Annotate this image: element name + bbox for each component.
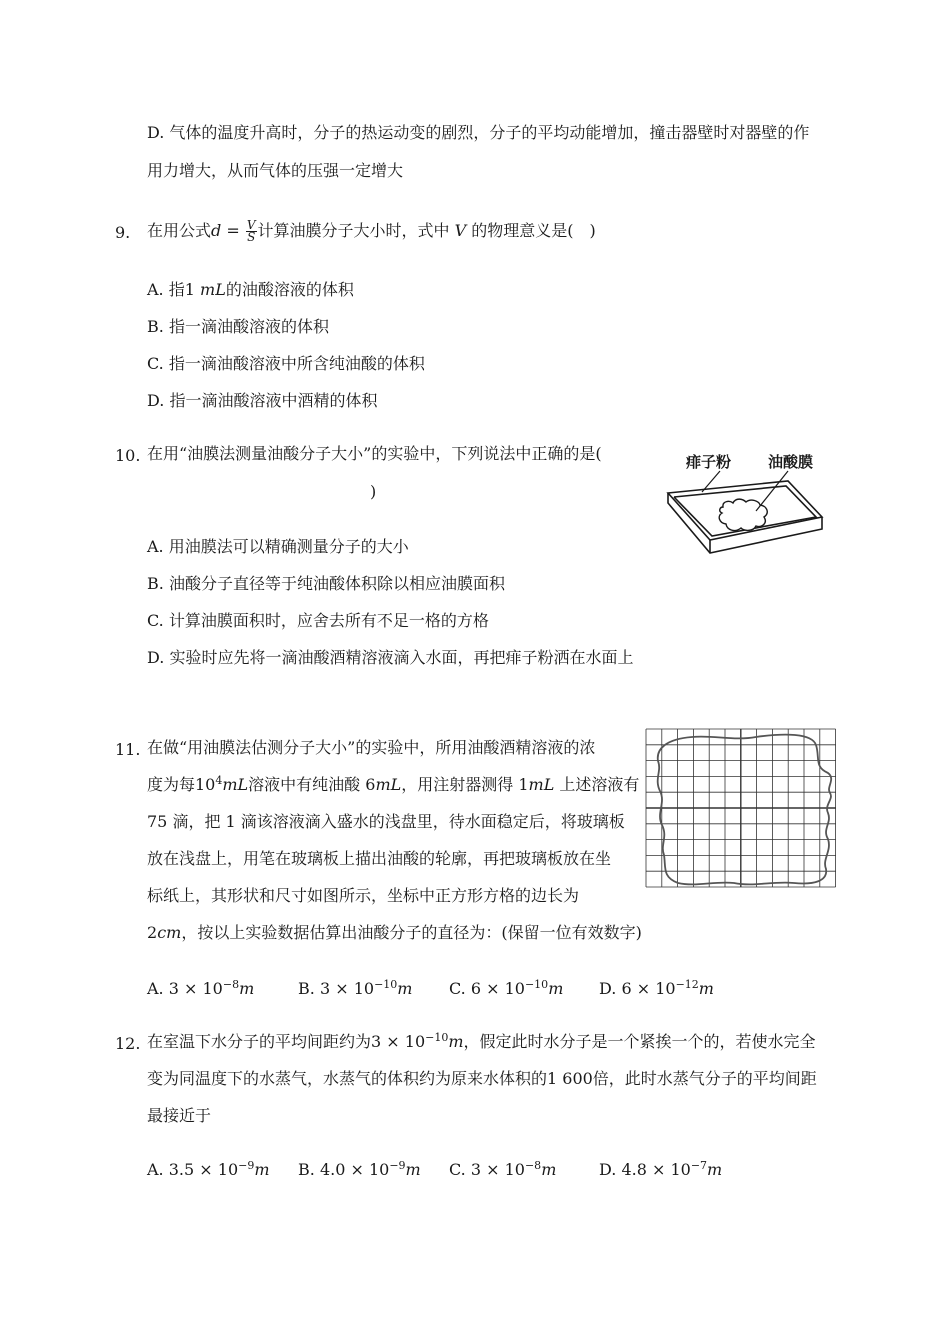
q9-var-v: V [454, 221, 467, 240]
q9-formula-d: d [211, 221, 222, 240]
figure-label-powder: 痱子粉 [686, 453, 732, 471]
q11-line2 [147, 774, 639, 796]
q12-line1-post: ，假定此时水分子是一个紧挨一个的，若使水完全 [463, 1032, 816, 1051]
q8-option-d-line1: D. 气体的温度升高时，分子的热运动变的剧烈，分子的平均动能增加，撞击器壁时对器壁的作 [147, 123, 810, 142]
q10-option-d-label: D. [147, 648, 170, 667]
film-pointer-line [756, 471, 788, 511]
q12-line1 [147, 1031, 816, 1053]
q9-fraction-denominator: S [247, 230, 256, 244]
q9-option-b-label: B. [147, 317, 169, 336]
q10-option-a-label: A. [147, 537, 169, 556]
q9-stem-pre: 在用公式 [147, 221, 212, 240]
q12-option-c-exp: −8 [524, 1159, 542, 1172]
q12-option-b-exp: −9 [389, 1159, 406, 1172]
q12-option-c-label: C. [449, 1160, 471, 1179]
q9-option-c [147, 353, 425, 375]
q12-option-d-exp: −7 [690, 1159, 708, 1172]
q11-line6-pre: 2 [147, 923, 158, 942]
q9-option-b [147, 316, 329, 338]
q9-option-a-unit: mL [200, 280, 226, 299]
q10-option-a [147, 536, 409, 558]
q9-option-a-post: 的油酸溶液的体积 [225, 280, 354, 299]
q12-option-a-coef: 3.5 × 10 [168, 1160, 239, 1179]
q9-option-a-label: A. [147, 280, 169, 299]
q12-number: 12. [115, 1034, 141, 1053]
q9-fraction-numerator: V [246, 218, 256, 232]
q11-option-a-label: A. [147, 979, 169, 998]
q9-stem-post: 的物理意义是( ) [471, 221, 596, 240]
q12-option-b-unit: m [405, 1160, 421, 1179]
q11-line6-post: ，按以上实验数据估算出油酸分子的直径为：(保留一位有效数字) [181, 923, 642, 942]
q12-line1-pre: 在室温下水分子的平均间距约为3 × 10 [147, 1032, 426, 1051]
q11-option-b-coef: 3 × 10 [319, 979, 375, 998]
q11-line4: 放在浅盘上，用笔在玻璃板上描出油酸的轮廓，再把玻璃板放在坐 [147, 849, 612, 868]
q9-stem [147, 218, 596, 244]
q11-line2-exp: 4 [215, 774, 223, 787]
q11-line2-unit: mL [222, 775, 249, 794]
q11-option-c-label: C. [449, 979, 471, 998]
q12-option-a-unit: m [254, 1160, 270, 1179]
q10-option-b-label: B. [147, 574, 169, 593]
q10-option-a-text: 用油膜法可以精确测量分子的大小 [168, 537, 409, 556]
q12-option-d [599, 1159, 722, 1181]
q9-formula-eq: = [221, 221, 245, 240]
q12-option-b-coef: 4.0 × 10 [319, 1160, 390, 1179]
q12-option-b-label: B. [298, 1160, 320, 1179]
q11-option-d [599, 978, 714, 1000]
q11-option-a-coef: 3 × 10 [168, 979, 223, 998]
q11-option-c [449, 978, 563, 1000]
q11-option-d-coef: 6 × 10 [621, 979, 676, 998]
q9-option-a-pre: 指1 [168, 280, 201, 299]
q12-option-c [449, 1159, 556, 1181]
q9-number: 9. [115, 223, 131, 242]
oil-film-blob [719, 499, 767, 530]
q9-option-a [147, 279, 354, 301]
q11-option-b [298, 978, 412, 1000]
grid-lines [646, 729, 836, 887]
q9-option-d-text: 指一滴油酸溶液中酒精的体积 [169, 391, 378, 410]
q11-option-b-unit: m [397, 979, 413, 998]
q8-option-d-line2: 用力增大，从而气体的压强一定增大 [147, 161, 404, 180]
q11-line2-pre: 度为每10 [147, 775, 216, 794]
q12-option-d-coef: 4.8 × 10 [621, 1160, 691, 1179]
q11-option-a-unit: m [239, 979, 255, 998]
q12-line1-exp: −10 [425, 1031, 449, 1044]
q10-option-d [147, 647, 633, 669]
q9-formula-fraction [246, 220, 257, 243]
q10-stem-line2: ) [370, 482, 377, 501]
q11-option-d-unit: m [698, 979, 714, 998]
q12-option-a-exp: −9 [238, 1159, 255, 1172]
q11-line1: 在做“用油膜法估测分子大小”的实验中，所用油酸酒精溶液的浓 [147, 738, 596, 757]
q11-line5: 标纸上，其形状和尺寸如图所示，坐标中正方形方格的边长为 [147, 886, 580, 905]
q11-option-c-exp: −10 [524, 978, 549, 991]
q11-line2-post: 上述溶液有 [554, 775, 640, 794]
shallow-tray-figure [660, 445, 830, 565]
q11-line6 [147, 922, 642, 944]
q11-option-d-exp: −12 [675, 978, 699, 991]
q11-option-b-exp: −10 [374, 978, 398, 991]
q11-option-c-unit: m [548, 979, 564, 998]
q12-option-d-unit: m [707, 1160, 723, 1179]
q9-option-c-label: C. [147, 354, 169, 373]
q11-option-d-label: D. [599, 979, 622, 998]
q12-option-a-label: A. [147, 1160, 169, 1179]
q12-option-c-unit: m [541, 1160, 557, 1179]
q11-option-a [147, 978, 254, 1000]
q10-option-c-label: C. [147, 611, 169, 630]
q10-stem-line1: 在用“油膜法测量油酸分子大小”的实验中，下列说法中正确的是( [147, 444, 602, 463]
q11-line2-mid2: ，用注射器测得 1 [401, 775, 529, 794]
q11-line2-unit3: mL [528, 775, 555, 794]
q12-option-a [147, 1159, 270, 1181]
q9-option-d [147, 390, 377, 412]
coordinate-grid-figure [644, 727, 838, 897]
q10-option-b [147, 573, 505, 595]
q10-option-c-text: 计算油膜面积时，应舍去所有不足一格的方格 [168, 611, 489, 630]
q11-line2-mid: 溶液中有纯油酸 6 [248, 775, 376, 794]
q9-option-d-label: D. [147, 391, 170, 410]
q10-option-b-text: 油酸分子直径等于纯油酸体积除以相应油膜面积 [168, 574, 505, 593]
figure-label-film: 油酸膜 [768, 453, 814, 471]
q10-number: 10. [115, 446, 141, 465]
q12-option-d-label: D. [599, 1160, 622, 1179]
q9-option-b-text: 指一滴油酸溶液的体积 [168, 317, 329, 336]
q12-option-b [298, 1159, 421, 1181]
q12-line1-unit: m [448, 1032, 464, 1051]
q11-number: 11. [115, 740, 141, 759]
q11-line2-unit2: mL [375, 775, 402, 794]
q11-line6-unit: cm [157, 923, 182, 942]
q11-option-b-label: B. [298, 979, 320, 998]
q12-line2: 变为同温度下的水蒸气，水蒸气的体积约为原来水体积的1 600倍，此时水蒸气分子的平均间距 [147, 1069, 817, 1088]
q10-option-d-text: 实验时应先将一滴油酸酒精溶液滴入水面，再把痱子粉洒在水面上 [169, 648, 634, 667]
q12-line3: 最接近于 [147, 1106, 212, 1125]
q9-stem-mid: 计算油膜分子大小时，式中 [257, 221, 450, 240]
q9-option-c-text: 指一滴油酸溶液中所含纯油酸的体积 [168, 354, 425, 373]
q11-option-c-coef: 6 × 10 [470, 979, 525, 998]
q10-option-c [147, 610, 489, 632]
q12-option-c-coef: 3 × 10 [470, 1160, 525, 1179]
oil-film-outline [658, 735, 832, 885]
q11-option-a-exp: −8 [222, 978, 240, 991]
q11-line3: 75 滴，把 1 滴该溶液滴入盛水的浅盘里，待水面稳定后，将玻璃板 [147, 812, 625, 831]
